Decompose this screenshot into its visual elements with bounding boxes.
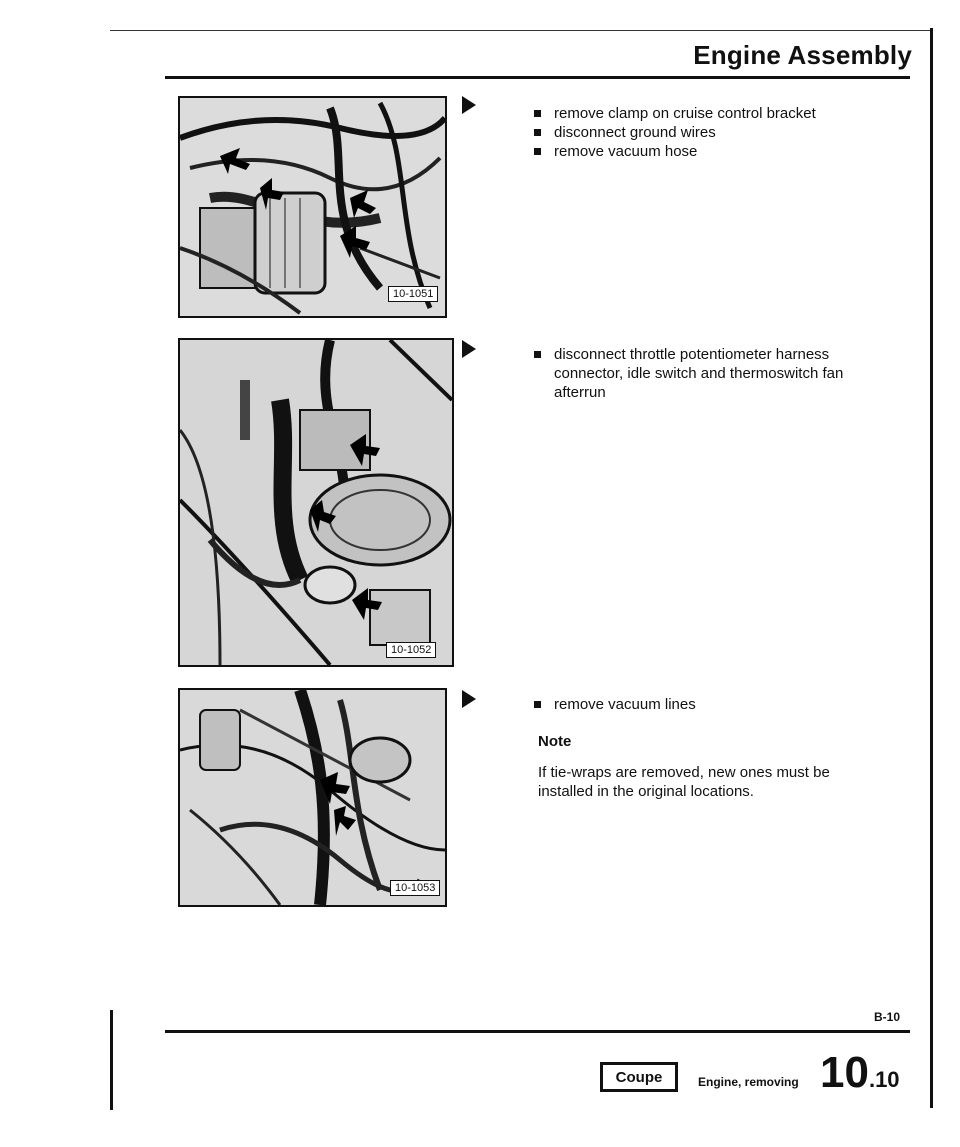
list-item: remove vacuum lines bbox=[532, 695, 872, 714]
model-badge bbox=[600, 1062, 678, 1092]
right-margin-bar bbox=[930, 28, 933, 1108]
model-label: Coupe bbox=[615, 1068, 663, 1086]
left-margin-bar bbox=[110, 1010, 113, 1110]
list-item: remove vacuum hose bbox=[532, 142, 872, 161]
engine-illustration-2 bbox=[180, 340, 452, 665]
step-3-list bbox=[532, 695, 872, 714]
list-item: disconnect throttle potentiometer harness connector, idle switch and thermoswitch fan afterrun bbox=[532, 345, 877, 402]
figure-1 bbox=[178, 96, 447, 318]
step-1-list bbox=[532, 104, 872, 161]
page-title: Engine Assembly bbox=[693, 40, 912, 70]
section-name: Engine, removing bbox=[698, 1075, 799, 1089]
section-number bbox=[820, 1048, 900, 1098]
figure-label: 10-1052 bbox=[386, 642, 436, 658]
figure-3 bbox=[178, 688, 447, 907]
note-body: If tie-wraps are removed, new ones must be installed in the original locations. bbox=[538, 764, 830, 800]
figure-label: 10-1051 bbox=[388, 286, 438, 302]
figure-label: 10-1053 bbox=[390, 880, 440, 896]
list-item: disconnect ground wires bbox=[532, 123, 872, 142]
top-rule bbox=[110, 30, 930, 31]
list-item: remove clamp on cruise control bracket bbox=[532, 104, 872, 123]
pointer-arrow-icon bbox=[462, 340, 476, 358]
pointer-arrow-icon bbox=[462, 690, 476, 708]
page-code: B-10 bbox=[873, 1010, 900, 1024]
section-number-major: 10 bbox=[820, 1048, 869, 1097]
pointer-arrow-icon bbox=[462, 96, 476, 114]
engine-illustration-3 bbox=[180, 690, 445, 905]
footer-rule bbox=[165, 1030, 910, 1033]
header-rule bbox=[165, 76, 910, 79]
section-number-minor: .10 bbox=[868, 1067, 900, 1092]
engine-illustration-1 bbox=[180, 98, 445, 316]
figure-2 bbox=[178, 338, 454, 667]
note-title: Note bbox=[538, 733, 572, 750]
step-2-list bbox=[532, 345, 877, 402]
